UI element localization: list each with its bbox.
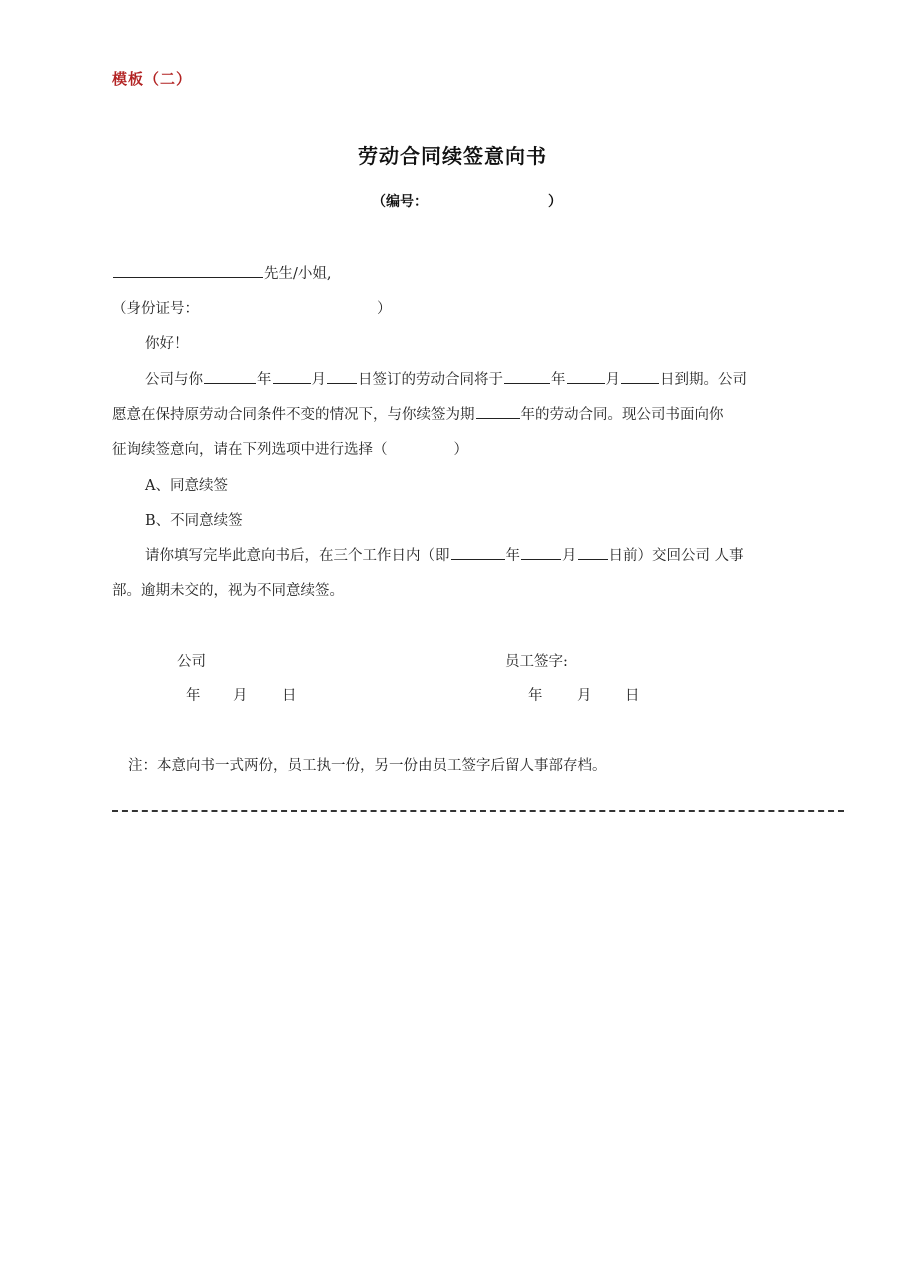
paragraph-line-1: [145, 368, 747, 389]
paragraph-line-4: [145, 544, 744, 565]
greeting: 你好！: [145, 336, 189, 352]
id-close: ）: [377, 301, 392, 317]
p4-day: 日前）交回公司 人事: [608, 548, 744, 564]
p1-day-sign: 日签订的劳动合同将于: [358, 372, 503, 388]
return-year-blank: [451, 545, 505, 560]
paragraph-line-2: [112, 403, 724, 424]
p4-month: 月: [562, 548, 577, 564]
expire-month-blank: [567, 369, 605, 384]
p4-year: 年: [505, 548, 520, 564]
option-b: B、不同意续签: [145, 513, 243, 529]
name-blank: [113, 263, 263, 278]
p2-text-b: 年的劳动合同。现公司书面向你: [520, 407, 724, 423]
return-month-blank: [521, 545, 561, 560]
return-day-blank: [578, 545, 608, 560]
p1-month: 月: [311, 372, 326, 388]
option-a: A、同意续签: [145, 478, 228, 494]
term-years-blank: [476, 404, 520, 419]
sign-month-blank: [273, 369, 311, 384]
paragraph-line-5: 部。逾期未交的，视为不同意续签。: [112, 583, 344, 599]
expire-day-blank: [621, 369, 659, 384]
p1-day-expire: 日到期。公司: [660, 372, 747, 388]
cut-line-divider: [112, 810, 844, 812]
p2-text-a: 愿意在保持原劳动合同条件不变的情况下，与你续签为期: [112, 407, 475, 423]
p4-text-a: 请你填写完毕此意向书后，在三个工作日内（即: [145, 548, 450, 564]
p1-text-a: 公司与你: [145, 372, 203, 388]
document-title: 劳动合同续签意向书: [358, 144, 547, 168]
p3-text-b: ）: [453, 442, 468, 458]
footnote: 注：本意向书一式两份，员工执一份，另一份由员工签字后留人事部存档。: [128, 758, 607, 774]
company-date-day: 日: [282, 688, 297, 704]
p1-year: 年: [257, 372, 272, 388]
company-label: 公司: [177, 654, 206, 670]
p1-month2: 月: [605, 372, 620, 388]
employee-date-year: 年: [528, 688, 543, 704]
template-label: 模板（二）: [112, 70, 193, 88]
employee-signature-label: 员工签字:: [505, 654, 568, 670]
serial-number-line: [372, 191, 562, 211]
serial-open: （编号：: [372, 194, 428, 210]
sign-day-blank: [327, 369, 357, 384]
expire-year-blank: [504, 369, 550, 384]
id-number-line: [112, 297, 392, 318]
p3-text-a: 征询续签意向，请在下列选项中进行选择（: [112, 442, 388, 458]
employee-date-day: 日: [625, 688, 640, 704]
company-date-month: 月: [233, 688, 248, 704]
sign-year-blank: [204, 369, 256, 384]
name-line: [112, 262, 332, 283]
p1-year2: 年: [551, 372, 566, 388]
company-date-year: 年: [186, 688, 201, 704]
honorific: 先生/小姐,: [264, 266, 332, 282]
employee-date-month: 月: [577, 688, 592, 704]
paragraph-line-3: [112, 438, 468, 459]
serial-close: ）: [548, 194, 562, 210]
id-open: （身份证号：: [112, 301, 199, 317]
